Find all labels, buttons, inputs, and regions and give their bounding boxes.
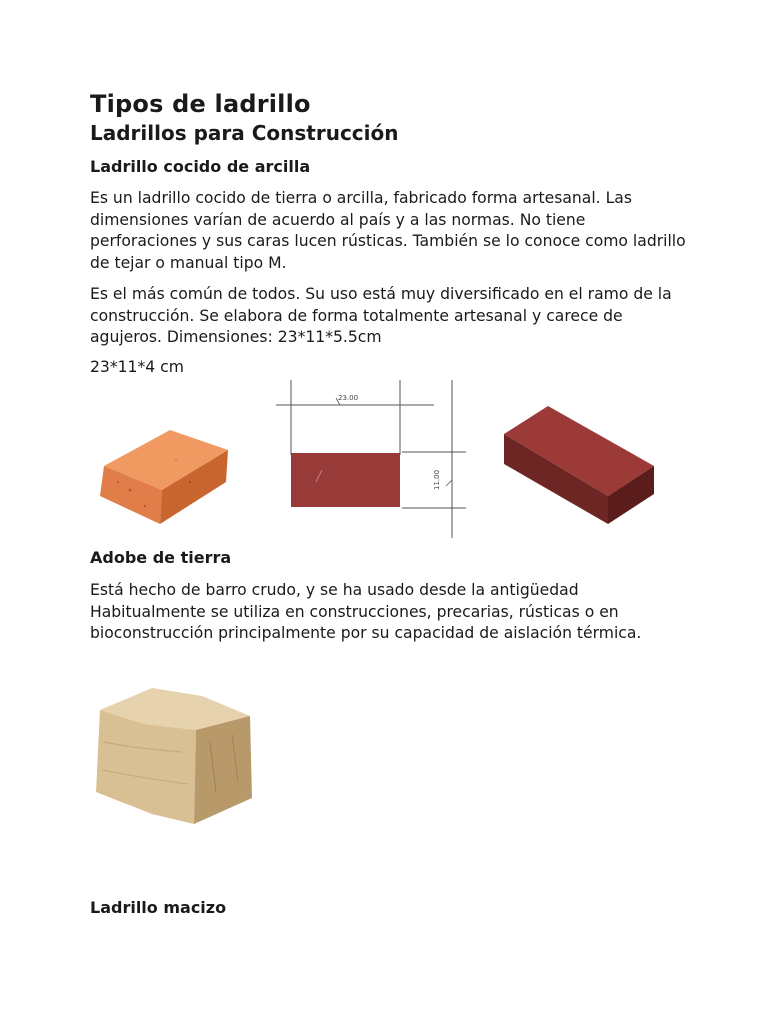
paragraph-ladrillo-cocido-1: Es un ladrillo cocido de tierra o arcilla, fabricado forma artesanal. Las dimensiones varían de acuerdo al país y a las normas. No tiene perforaciones y sus caras lucen rústicas. También se lo conoce como ladrillo de tejar o manual tipo M.	[90, 189, 686, 272]
paragraph-dimensions: 23*11*4 cm	[90, 358, 184, 376]
section-heading-adobe: Adobe de tierra	[90, 548, 232, 567]
section-heading-ladrillo-cocido: Ladrillo cocido de arcilla	[90, 157, 311, 176]
adobe-brick-image	[92, 682, 257, 827]
height-dimension-label: 11.00	[433, 469, 441, 490]
section-heading-ladrillo-macizo: Ladrillo macizo	[90, 898, 227, 917]
brick-technical-drawing	[276, 380, 466, 540]
page-subtitle: Ladrillos para Construcción	[90, 121, 399, 145]
width-dimension-label: 23.00	[338, 394, 359, 402]
red-brick-3d-image	[498, 400, 658, 530]
paragraph-ladrillo-cocido-2: Es el más común de todos. Su uso está muy diversificado en el ramo de la construcción. Se elabora de forma totalmente artesanal y carece de agujeros. Dimensiones: 23*11*5.5cm	[90, 285, 672, 346]
orange-clay-brick-image	[90, 420, 230, 530]
page-title: Tipos de ladrillo	[90, 90, 311, 118]
paragraph-adobe: Está hecho de barro crudo, y se ha usado desde la antigüedad Habitualmente se utiliza en construcciones, precarias, rústicas o en bioconstrucción principalmente por su capacidad de aislación térmica.	[90, 581, 642, 642]
